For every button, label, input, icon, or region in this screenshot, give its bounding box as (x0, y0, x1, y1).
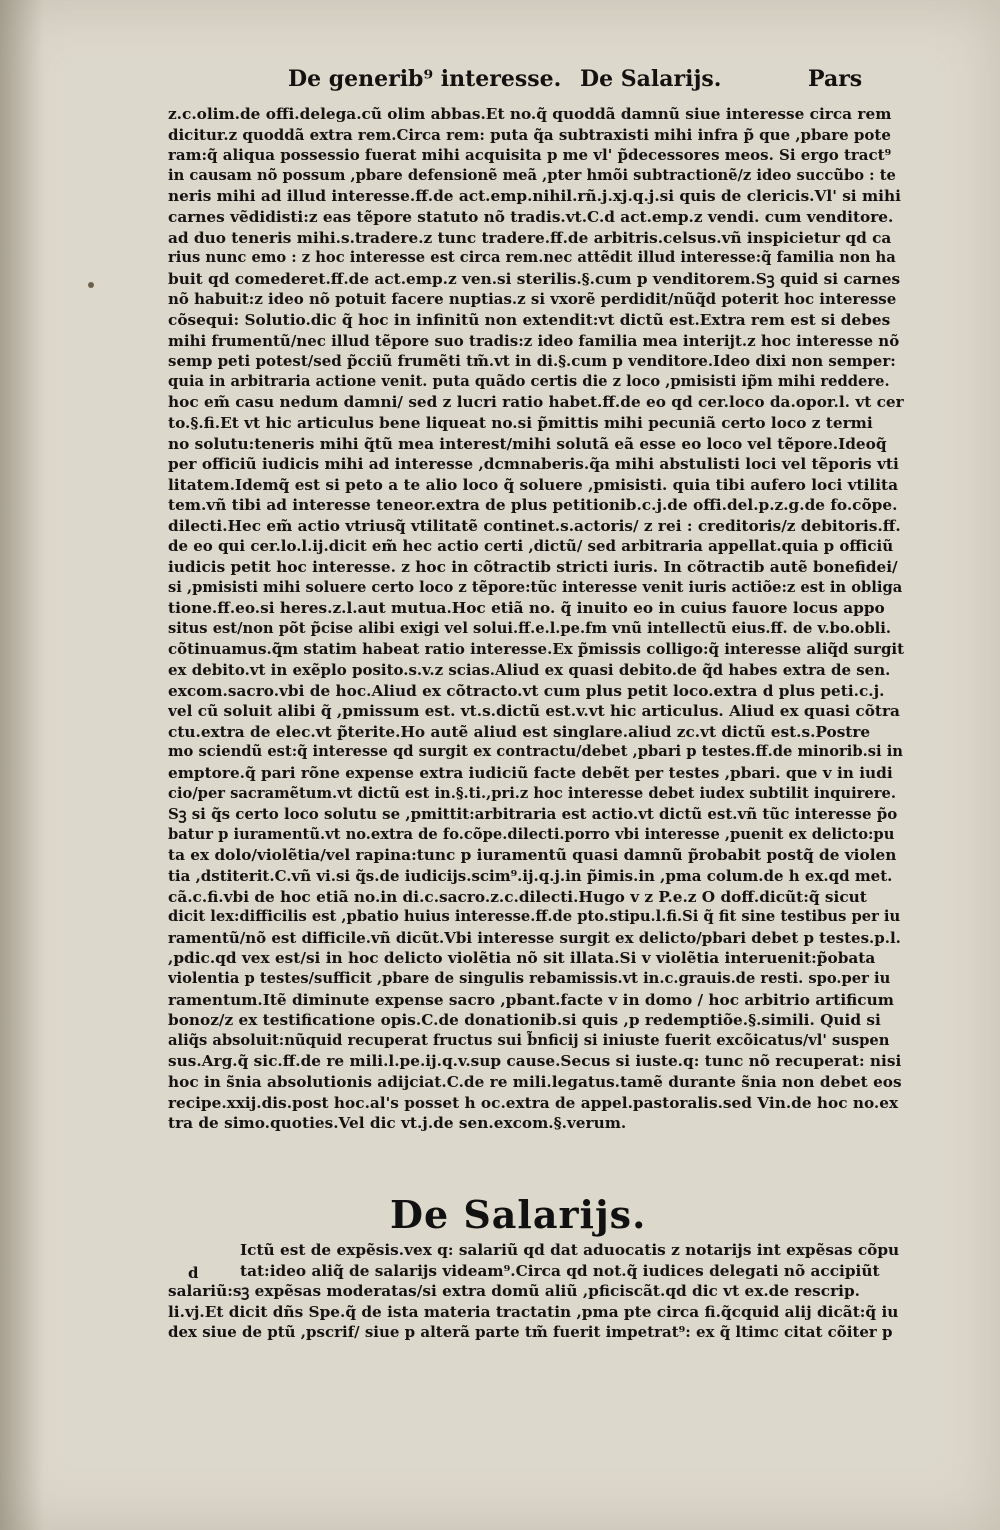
text-line: sus.Arg.q̃ sic.ff.de re mili.l.pe.ij.q.v.sup cause.Secus si iuste.q: tunc nõ recuperat: nisi (168, 1052, 902, 1071)
text-line: tione.ff.eo.si heres.z.l.aut mutua.Hoc etiã no. q̃ inuito eo in cuius fauore locus appo (168, 599, 885, 618)
section-text-line: salariũ:sꝫ expẽsas moderatas/si extra domũ aliũ ,pficiscãt.qd dic vt ex.de rescrip. (168, 1282, 861, 1301)
text-line: violentia p testes/sufficit ,pbare de singulis rebamissis.vt in.c.grauis.de resti. spo.per iu (168, 969, 891, 987)
text-line: cio/per sacramẽtum.vt dictũ est in.§.ti.,pri.z hoc interesse debet iudex subtilit inquirere. (168, 784, 896, 802)
text-line: ,pdic.qd vex est/si in hoc delicto violẽtia nõ sit illata.Si v violẽtia interuenit:p̃obata (168, 949, 876, 968)
text-line: tem.vñ tibi ad interesse teneor.extra de plus petitionib.c.j.de offi.del.p.z.g.de fo.cõpe. (168, 496, 898, 515)
text-line: in causam nõ possum ,pbare defensionẽ meã ,pter hmõi subtractionẽ/z ideo succũbo : te (168, 166, 896, 184)
text-line: per officiũ iudicis mihi ad interesse ,dcmnaberis.q̃a mihi abstulisti loci vel tẽporis vti (168, 455, 899, 474)
section-text-line: dex siue de ptũ ,pscrif/ siue p alterã parte tm̃ fuerit impetrat⁹: ex q̃ ltimc citat cõiter p (168, 1323, 893, 1342)
section-text-line: tat:ideo aliq̃ de salarijs videam⁹.Circa qd not.q̃ iudices delegati nõ accipiũt (240, 1261, 880, 1280)
main-text-block (168, 104, 904, 1134)
text-line: to.§.fi.Et vt hic articulus bene liqueat no.si p̃mittis mihi pecuniã certo loco z termi (168, 413, 873, 432)
text-line: buit qd comederet.ff.de act.emp.z ven.si sterilis.§.cum p venditorem.Sꝫ quid si carnes (168, 269, 901, 288)
text-line: batur p iuramentũ.vt no.extra de fo.cõpe.dilecti.porro vbi interesse ,puenit ex delicto:pu (168, 825, 895, 843)
text-line: ramentum.Itẽ diminute expense sacro ,pbant.facte v in domo / hoc arbitrio artificum (168, 990, 894, 1009)
text-line: cõtinuamus.q̃m statim habeat ratio interesse.Ex p̃missis colligo:q̃ interesse aliq̃d surgit (168, 640, 904, 659)
text-line: quia in arbitraria actione venit. puta quãdo certis die z loco ,pmisisti ip̃m mihi reddere. (168, 372, 890, 390)
header-left: De generib⁹ interesse. (288, 66, 562, 92)
text-line: recipe.xxij.dis.post hoc.al's posset h oc.extra de appel.pastoralis.sed Vin.de hoc no.ex (168, 1093, 899, 1112)
section-text-line: li.vj.Et dicit dñs Spe.q̃ de ista materia tractatin ,pma pte circa fi.q̃cquid alij dicãt:q̃ iu (168, 1302, 899, 1321)
text-line: situs est/non põt p̃cise alibi exigi vel solui.ff.e.l.pe.fm vnũ intellectũ eius.ff. de v.bo.obli. (168, 619, 891, 637)
text-line: excom.sacro.vbi de hoc.Aliud ex cõtracto.vt cum plus petit loco.extra d plus peti.c.j. (168, 681, 885, 700)
text-line: carnes vẽdidisti:z eas tẽpore statuto nõ tradis.vt.C.d act.emp.z vendi. cum venditore. (168, 207, 894, 226)
text-line: de eo qui cer.lo.l.ij.dicit em̃ hec actio certi ,dictũ/ sed arbitraria appellat.quia p officiũ (168, 537, 894, 556)
text-line: ad duo teneris mihi.s.tradere.z tunc tradere.ff.de arbitris.celsus.vñ inspicietur qd ca (168, 228, 892, 247)
text-line: ram:q̃ aliqua possessio fuerat mihi acquisita p me vl' p̃decessores meos. Si ergo tract⁹ (168, 146, 892, 165)
text-line: dilecti.Hec em̃ actio vtriusq̃ vtilitatẽ continet.s.actoris/ z rei : creditoris/z debitoris.ff. (168, 516, 901, 535)
text-line: cã.c.fi.vbi de hoc etiã no.in di.c.sacro.z.c.dilecti.Hugo v z P.e.z O doff.dicũt:q̃ sicut (168, 887, 867, 906)
text-line: tra de simo.quoties.Vel dic vt.j.de sen.excom.§.verum. (168, 1114, 627, 1133)
running-header (0, 62, 1000, 98)
text-line: ex debito.vt in exẽplo posito.s.v.z scias.Aliud ex quasi debito.de q̃d habes extra de sen. (168, 661, 891, 680)
text-line: dicitur.z quoddã extra rem.Circa rem: puta q̃a subtraxisti mihi infra p̃ que ,pbare pote (168, 125, 891, 144)
text-line: bonoz/z ex testificatione opis.C.de donationib.si quis ,p redemptiõe.§.simili. Quid si (168, 1011, 881, 1030)
section-text-block (168, 1240, 904, 1343)
text-line: cõsequi: Solutio.dic q̃ hoc in infinitũ non extendit:vt dictũ est.Extra rem est si debes (168, 310, 891, 329)
text-line: aliq̃s absoluit:nũquid recuperat fructus sui b̃nficij si iniuste fuerit excõicatus/vl' suspen (168, 1031, 890, 1049)
text-line: ta ex dolo/violẽtia/vel rapina:tunc p iuramentũ quasi damnũ p̃robabit postq̃ de violen (168, 846, 897, 865)
text-line: rius nunc emo : z hoc interesse est circa rem.nec attẽdit illud interesse:q̃ familia non ha (168, 249, 896, 267)
text-line: hoc in s̃nia absolutionis adijciat.C.de re mili.legatus.tamẽ durante s̃nia non debet eos (168, 1072, 902, 1091)
ink-spot (88, 282, 94, 288)
text-line: z.c.olim.de offi.delega.cũ olim abbas.Et no.q̃ quoddã damnũ siue interesse circa rem (168, 105, 892, 123)
margin-letter: d (188, 1264, 199, 1282)
text-line: Sꝫ si q̃s certo loco solutu se ,pmittit:arbitraria est actio.vt dictũ est.vñ tũc interesse p̃o (168, 805, 898, 824)
text-line: si ,pmisisti mihi soluere certo loco z tẽpore:tũc interesse venit iuris actiõe:z est in obliga (168, 578, 903, 596)
text-line: hoc em̃ casu nedum damni/ sed z lucri ratio habet.ff.de eo qd cer.loco da.opor.l. vt cer (168, 393, 904, 412)
text-line: neris mihi ad illud interesse.ff.de act.emp.nihil.rñ.j.xj.q.j.si quis de clericis.Vl' si mihi (168, 187, 901, 206)
text-line: semp peti potest/sed p̃cciũ frumẽti tm̃.vt in di.§.cum p venditore.Ideo dixi non semper: (168, 352, 896, 371)
text-line: iudicis petit hoc interesse. z hoc in cõtractib stricti iuris. In cõtractib autẽ bonefidei/ (168, 558, 898, 577)
text-line: no solutu:teneris mihi q̃tũ mea interest/mihi solutã eã esse eo loco vel tẽpore.Ideoq̃ (168, 434, 887, 453)
text-line: ctu.extra de elec.vt p̃terite.Ho autẽ aliud est singlare.aliud zc.vt dictũ est.s.Postre (168, 722, 871, 741)
section-title: De Salarijs. (390, 1192, 647, 1237)
text-line: mihi frumentũ/nec illud tẽpore suo tradis:z ideo familia mea interijt.z hoc interesse nõ (168, 331, 900, 350)
text-line: vel cũ soluit alibi q̃ ,pmissum est. vt.s.dictũ est.v.vt hic articulus. Aliud ex quasi cõtra (168, 702, 900, 721)
text-line: ramentũ/nõ est difficile.vñ dicũt.Vbi interesse surgit ex delicto/pbari debet p testes.p.l. (168, 928, 901, 947)
header-right: Pars (808, 66, 863, 92)
text-line: dicit lex:difficilis est ,pbatio huius interesse.ff.de pto.stipu.l.fi.Si q̃ fit sine testibus per iu (168, 908, 901, 926)
section-text-line: Ictũ est de expẽsis.vex q: salariũ qd dat aduocatis z notarijs int expẽsas cõpu (240, 1241, 900, 1259)
text-line: mo sciendũ est:q̃ interesse qd surgit ex contractu/debet ,pbari p testes.ff.de minorib.si in (168, 743, 903, 761)
text-line: nõ habuit:z ideo nõ potuit facere nuptias.z si vxorẽ perdidit/nũq̃d poterit hoc interesse (168, 290, 897, 309)
header-middle: De Salarijs. (580, 66, 722, 92)
text-line: litatem.Idemq̃ est si peto a te alio loco q̃ soluere ,pmisisti. quia tibi aufero loci vtilita (168, 475, 899, 494)
text-line: tia ,dstiterit.C.vñ vi.si q̃s.de iudicijs.scim⁹.ij.q.j.in p̃imis.in ,pma colum.de h ex.qd met. (168, 866, 893, 885)
text-line: emptore.q̃ pari rõne expense extra iudiciũ facte debẽt per testes ,pbari. que v in iudi (168, 764, 893, 782)
